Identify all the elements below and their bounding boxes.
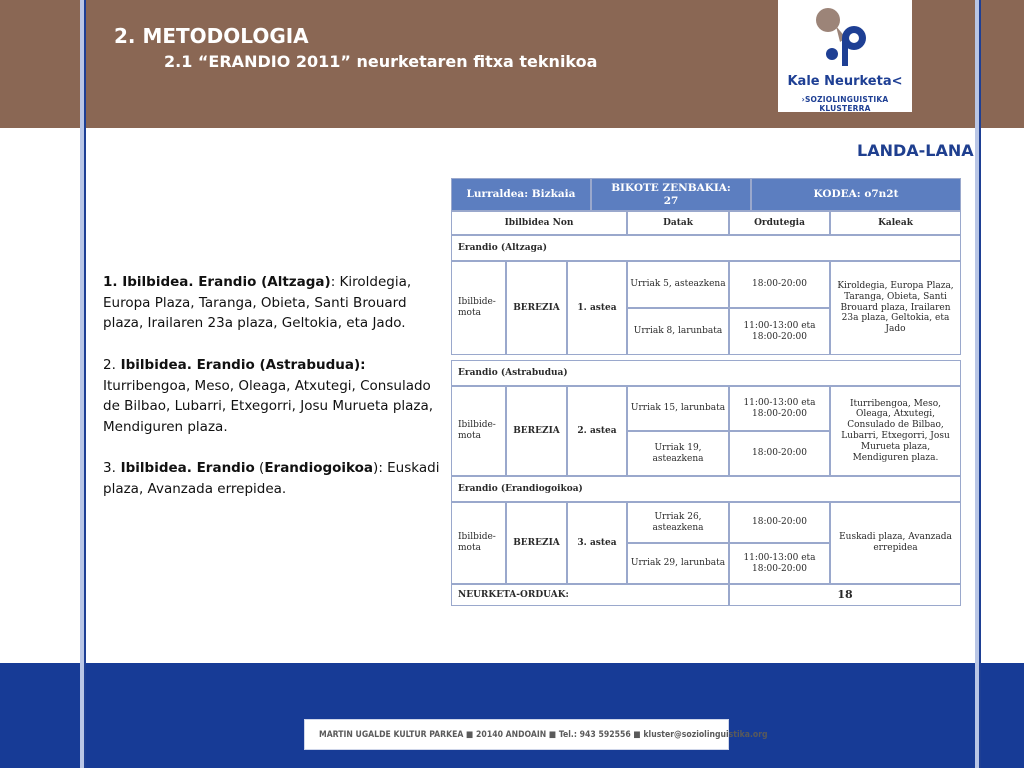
footer-text: MARTIN UGALDE KULTUR PARKEA ■ 20140 ANDOAIN ■ Tel.: 943 592556 ■ kluster@soziolinguistika.org (319, 729, 768, 740)
section-label: LANDA-LANA (857, 141, 974, 160)
route-time: 18:00-20:00 (729, 261, 830, 308)
route-time: 18:00-20:00 (729, 431, 830, 476)
group-name: Erandio (Erandiogoikoa) (451, 476, 961, 502)
route-time: 11:00-13:00 eta 18:00-20:00 (729, 386, 830, 431)
route-date: Urriak 26, asteazkena (627, 502, 729, 543)
route-3-text: 3. Ibilbidea. Erandio (Erandiogoikoa): Euskadi plaza, Avanzada errepidea. (103, 460, 440, 497)
route-date: Urriak 15, larunbata (627, 386, 729, 431)
footer-band (0, 663, 1024, 768)
route-week: 1. astea (567, 261, 627, 355)
col-header-schedule: Ordutegia (729, 211, 830, 235)
route-date: Urriak 29, larunbata (627, 543, 729, 584)
kale-neurketa-logo (778, 0, 912, 112)
col-header-route: Ibilbidea Non (451, 211, 627, 235)
right-rule (975, 0, 979, 768)
logo-mark-icon (810, 4, 880, 70)
table-code: KODEA: o7n2t (751, 178, 961, 211)
slide-subtitle: 2.1 “ERANDIO 2011” neurketaren fitxa teknikoa (164, 52, 598, 71)
route-1-text: 1. Ibilbidea. Erandio (Altzaga): Kiroldegia, Europa Plaza, Taranga, Obieta, Santi Brouard plaza, Irailaren 23a plaza, Geltokia, eta Jado. (103, 274, 412, 332)
table-territory: Lurraldea: Bizkaia (451, 178, 591, 211)
logo-subtitle: ›SOZIOLINGUISTIKA KLUSTERRA (801, 95, 889, 113)
route-time: 11:00-13:00 eta 18:00-20:00 (729, 543, 830, 584)
route-week: 2. astea (567, 386, 627, 476)
total-value: 18 (729, 584, 961, 606)
route-streets: Kiroldegia, Europa Plaza, Taranga, Obieta, Santi Brouard plaza, Irailaren 23a plaza, Geltokia, eta Jado (830, 261, 961, 355)
fieldwork-table (451, 178, 961, 608)
logo-name: Kale Neurketa< (787, 74, 903, 89)
footer-contact (304, 719, 768, 750)
route-type-value: BEREZIA (506, 502, 567, 584)
route-date: Urriak 5, asteazkena (627, 261, 729, 308)
total-label: NEURKETA-ORDUAK: (451, 584, 729, 606)
route-type-label: Ibilbide-mota (451, 386, 506, 476)
group-name: Erandio (Altzaga) (451, 235, 961, 261)
route-type-label: Ibilbide-mota (451, 502, 506, 584)
route-date: Urriak 19, asteazkena (627, 431, 729, 476)
table-pair-number: BIKOTE ZENBAKIA: 27 (591, 178, 751, 211)
group-name: Erandio (Astrabudua) (451, 360, 961, 386)
route-descriptions (103, 272, 448, 520)
route-week: 3. astea (567, 502, 627, 584)
route-type-value: BEREZIA (506, 386, 567, 476)
col-header-dates: Datak (627, 211, 729, 235)
route-date: Urriak 8, larunbata (627, 308, 729, 355)
route-type-label: Ibilbide-mota (451, 261, 506, 355)
route-time: 11:00-13:00 eta 18:00-20:00 (729, 308, 830, 355)
route-2-text: 2. Ibilbidea. Erandio (Astrabudua): Iturribengoa, Meso, Oleaga, Atxutegi, Consulado de Bilbao, Lubarri, Etxegorri, Josu Murueta plaza, Mendiguren plaza. (103, 356, 434, 435)
slide-title: 2. METODOLOGIA (114, 24, 309, 48)
col-header-streets: Kaleak (830, 211, 961, 235)
route-type-value: BEREZIA (506, 261, 567, 355)
left-rule (80, 0, 84, 768)
route-streets: Iturribengoa, Meso, Oleaga, Atxutegi, Consulado de Bilbao, Lubarri, Etxegorri, Josu Murueta plaza, Mendiguren plaza. (830, 386, 961, 476)
route-streets: Euskadi plaza, Avanzada errepidea (830, 502, 961, 584)
route-time: 18:00-20:00 (729, 502, 830, 543)
